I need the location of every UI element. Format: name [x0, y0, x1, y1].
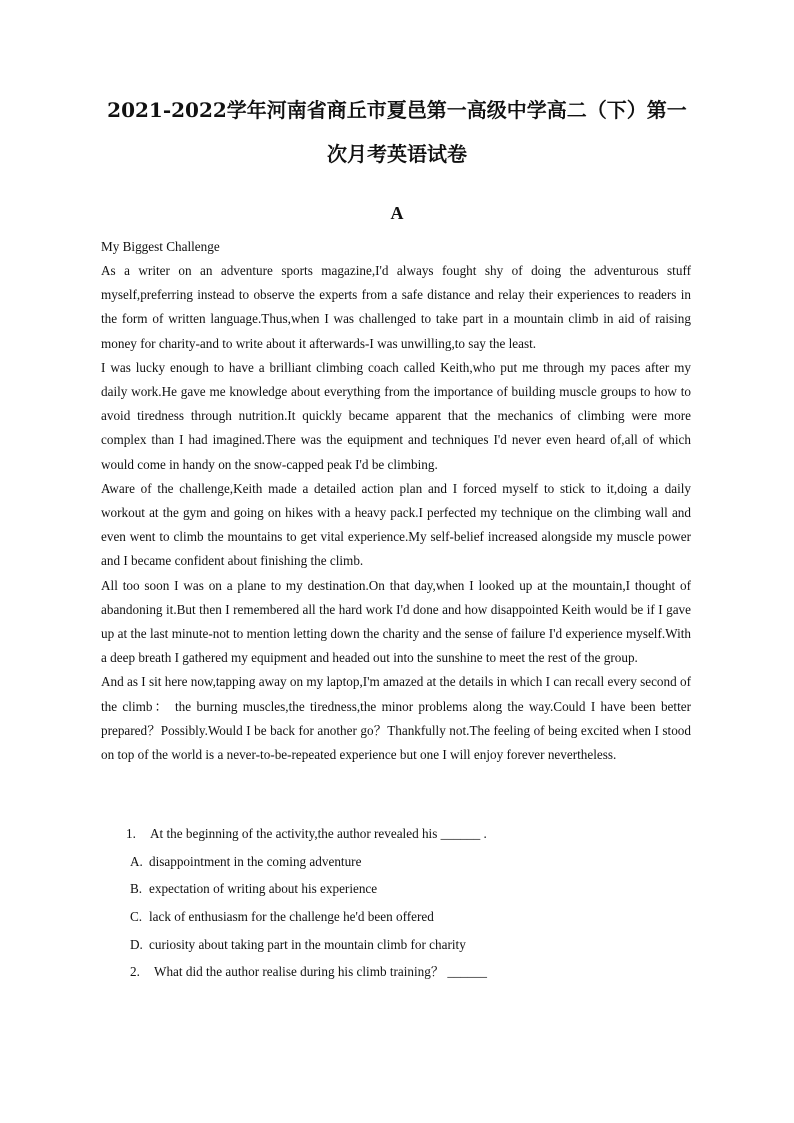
passage-paragraph: As a writer on an adventure sports magazine,I'd always fought shy of doing the adventurous stuff myself,preferring instead to observe the experts from a safe distance and relay their experiences to readers in the form of written language.Thus,when I was challenged to take part in a mountain climb in aid of raising money for charity-and to write about it afterwards-I was unwilling,to say the least.: [101, 263, 691, 351]
option-letter: B.: [130, 881, 143, 896]
question-1-option-b[interactable]: [130, 877, 377, 901]
option-letter: D.: [130, 937, 143, 952]
option-text: expectation of writing about his experience: [149, 881, 378, 896]
question-number: 2.: [130, 964, 140, 979]
question-stem: At the beginning of the activity,the author revealed his ______ .: [150, 826, 487, 841]
option-text: lack of enthusiasm for the challenge he'd been offered: [149, 909, 434, 924]
passage-paragraph: I was lucky enough to have a brilliant climbing coach called Keith,who put me through my paces after my daily work.He gave me knowledge about everything from the importance of building muscle groups to how to avoid tiredness through nutrition.It quickly became apparent that the mechanics of climbing were more complex than I had imagined.There was the equipment and techniques I'd never even heard of,all of which would come in handy on the snow-capped peak I'd be climbing.: [101, 359, 691, 472]
question-1: [126, 822, 487, 846]
passage-body: [101, 259, 691, 767]
passage-paragraph: All too soon I was on a plane to my destination.On that day,when I looked up at the mountain,I thought of abandoning it.But then I remembered all the hard work I'd done and how disappointed Keith would be if I gave up at the last minute-not to mention letting down the charity and the sense of failure I'd experience myself.With a deep breath I gathered my equipment and headed out into the sunshine to meet the rest of the group.: [101, 577, 691, 666]
question-number: 1.: [126, 826, 136, 841]
section-letter: A: [390, 203, 404, 223]
exam-title-line-1: 2021-2022学年河南省商丘市夏邑第一高级中学高二（下）第一: [107, 98, 687, 122]
passage-title: My Biggest Challenge: [101, 239, 220, 254]
question-2: [130, 960, 487, 984]
question-1-option-a[interactable]: [130, 850, 361, 874]
option-letter: A.: [130, 854, 143, 869]
exam-title-line-2: 次月考英语试卷: [327, 142, 467, 166]
option-text: curiosity about taking part in the mountain climb for charity: [149, 937, 466, 952]
passage-paragraph: Aware of the challenge,Keith made a detailed action plan and I forced myself to stick to it,doing a daily workout at the gym and going on hikes with a heavy pack.I perfected my technique on the climbing wall and even went to climb the mountains to get vital experience.My self-belief increased alongside my muscle power and I became confident about finishing the climb.: [101, 480, 691, 569]
question-1-option-d[interactable]: [130, 933, 466, 957]
question-stem: What did the author realise during his climb training？ ______: [154, 964, 487, 979]
question-1-option-c[interactable]: [130, 905, 434, 929]
option-text: disappointment in the coming adventure: [149, 854, 362, 869]
option-letter: C.: [130, 909, 143, 924]
passage-paragraph: And as I sit here now,tapping away on my laptop,I'm amazed at the details in which I can recall every second of the climb： the burning muscles,the tiredness,the minor problems along the way.Could I have been better prepared？Possibly.Would I be back for another go？Thankfully not.The feeling of being excited when I stood on top of the world is a never-to-be-repeated experience but one I will enjoy forever nevertheless.: [101, 674, 691, 763]
